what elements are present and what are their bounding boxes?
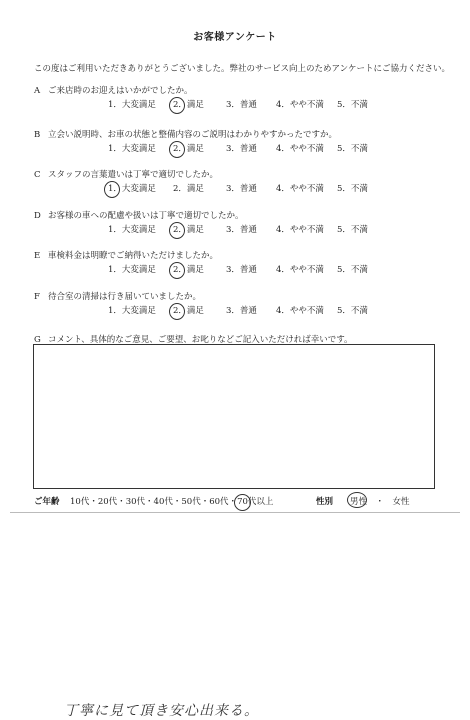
rating-option[interactable]: 4．やや不満 [276,225,324,235]
rating-option[interactable]: 1．大変満足 [108,225,156,235]
rating-option[interactable]: 3．普通 [226,184,257,194]
rating-option[interactable]: 3．普通 [226,144,257,154]
age-option[interactable] [237,497,273,507]
age-option[interactable]: 60代 [209,497,229,507]
question-letter: B [34,130,41,140]
rating-option[interactable]: 1．大変満足 [108,306,156,316]
question-letter: D [34,211,41,221]
question-text: お客様の車への配慮や扱いは丁寧で適切でしたか。 [48,211,244,221]
selected-rating-mark: 1 [108,184,114,194]
rating-option[interactable]: 5．不満 [337,144,368,154]
rating-option[interactable]: 1．大変満足 [108,265,156,275]
separator: ・ [145,497,154,507]
age-label: ご年齢 [34,497,60,507]
rating-option[interactable] [173,142,204,154]
rating-option-label: ．満足 [178,100,204,110]
rating-option[interactable]: 5．不満 [337,265,368,275]
rating-option[interactable] [173,304,204,316]
selected-rating-mark: 2 [173,100,179,110]
separator: ・ [200,497,210,507]
separator: ・ [228,497,238,507]
rating-option[interactable] [173,263,204,275]
survey-title: お客様アンケート [193,32,277,43]
question-e [34,249,218,261]
gender-label: 性別 [316,497,334,507]
rating-option[interactable]: 4．やや不満 [276,144,324,154]
gender-option[interactable]: 女性 [392,497,410,507]
age-option[interactable]: 40代 [153,497,173,507]
question-d [34,209,244,221]
age-option-label: 代以上 [247,497,274,507]
selected-age-mark: 70 [237,497,248,507]
rating-option[interactable] [108,182,156,194]
rating-option[interactable]: 1．大変満足 [108,144,156,154]
age-option[interactable]: 20代 [97,497,118,507]
rating-option[interactable]: 5．不満 [337,184,368,194]
rating-option-label: ．満足 [178,306,204,316]
question-text: 車検料金は明瞭でご納得いただけましたか。 [48,251,219,261]
question-text: 待合室の清掃は行き届いていましたか。 [48,292,202,302]
age-option[interactable]: 10代 [70,497,90,507]
question-a [34,84,193,96]
rating-option[interactable]: 4．やや不満 [276,265,324,275]
gender-options [350,495,410,507]
bottom-divider [10,512,460,513]
rating-option-label: ．大変満足 [113,184,156,194]
separator: ・ [89,497,98,507]
intro-text: この度はご利用いただきありがとうございました。弊社のサービス向上のためアンケートにご協力ください。 [34,64,450,74]
rating-option-label: ．満足 [178,265,204,275]
rating-option[interactable]: 3．普通 [226,306,257,316]
rating-option[interactable]: 3．普通 [226,225,257,235]
rating-option-label: ．満足 [178,225,204,235]
age-options [70,495,273,507]
question-text: 立会い説明時、お車の状態と整備内容のご説明はわかりやすかったですか。 [48,130,338,140]
rating-option[interactable]: 4．やや不満 [276,306,324,316]
selected-rating-mark: 2 [173,225,179,235]
question-f [34,290,201,302]
separator: ・ [172,497,182,507]
handwritten-comment: 丁寧に見て頂き安心出来る。 [64,703,259,719]
rating-option[interactable]: 5．不満 [337,306,368,316]
rating-option[interactable]: 1．大変満足 [108,100,156,110]
question-letter: C [34,170,41,180]
age-option[interactable]: 50代 [181,497,201,507]
separator: ・ [367,497,393,507]
age-option[interactable]: 30代 [125,497,146,507]
selected-rating-mark: 2 [173,265,179,275]
question-letter: A [34,86,41,96]
rating-option[interactable]: 5．不満 [337,100,368,110]
question-letter: E [34,251,41,261]
question-letter: G [34,335,41,345]
question-text: スタッフの言葉遣いは丁寧で適切でしたか。 [48,170,219,180]
rating-option[interactable]: 3．普通 [226,100,257,110]
rating-option[interactable]: 4．やや不満 [276,184,324,194]
rating-option[interactable]: 2．満足 [173,184,204,194]
question-b [34,128,337,140]
rating-option[interactable] [173,223,204,235]
selected-rating-mark: 2 [173,144,179,154]
rating-option[interactable]: 4．やや不満 [276,100,324,110]
rating-option-label: ．満足 [178,144,204,154]
question-letter: F [34,292,40,302]
rating-option[interactable]: 5．不満 [337,225,368,235]
question-c [34,168,218,180]
gender-option-selected[interactable]: 男性 [350,497,368,507]
rating-option[interactable] [173,98,204,110]
comment-prompt-text: コメント、具体的なご意見、ご要望、お叱りなどご記入いただければ幸いです。 [48,335,353,345]
selected-rating-mark: 2 [173,306,179,316]
rating-option[interactable]: 3．普通 [226,265,257,275]
separator: ・ [117,497,126,507]
question-text: ご来店時のお迎えはいかがでしたか。 [48,86,193,96]
